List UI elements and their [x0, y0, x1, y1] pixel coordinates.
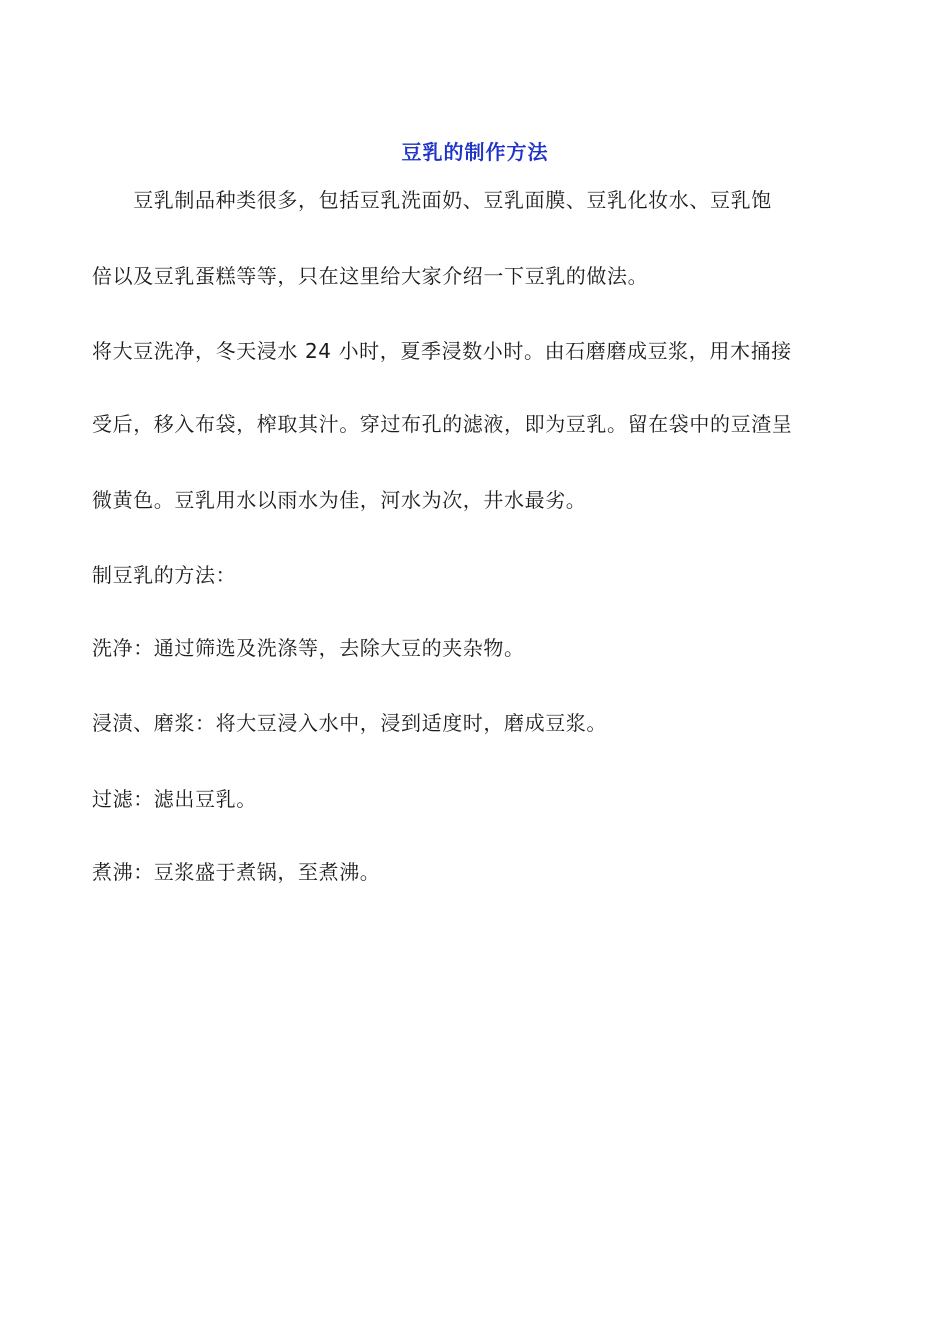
paragraph-line-2: 倍以及豆乳蛋糕等等，只在这里给大家介绍一下豆乳的做法。 [92, 264, 649, 288]
step-soaking-grinding: 浸渍、磨浆：将大豆浸入水中，浸到适度时，磨成豆浆。 [92, 711, 607, 735]
paragraph-line-5: 微黄色。豆乳用水以雨水为佳，河水为次，井水最劣。 [92, 488, 587, 512]
section-heading-method: 制豆乳的方法： [92, 563, 237, 587]
paragraph-line-1: 豆乳制品种类很多，包括豆乳洗面奶、豆乳面膜、豆乳化妆水、豆乳饱 [92, 188, 772, 212]
step-boiling: 煮沸：豆浆盛于煮锅，至煮沸。 [92, 860, 381, 884]
document-title: 豆乳的制作方法 [401, 140, 549, 164]
step-washing: 洗净：通过筛选及洗涤等，去除大豆的夹杂物。 [92, 636, 525, 660]
step-filtering: 过滤：滤出豆乳。 [92, 787, 257, 811]
paragraph-line-3: 将大豆洗净，冬天浸水 24 小时，夏季浸数小时。由石磨磨成豆浆，用木捅接 [92, 339, 792, 363]
paragraph-line-4: 受后，移入布袋，榨取其汁。穿过布孔的滤液，即为豆乳。留在袋中的豆渣呈 [92, 412, 793, 436]
